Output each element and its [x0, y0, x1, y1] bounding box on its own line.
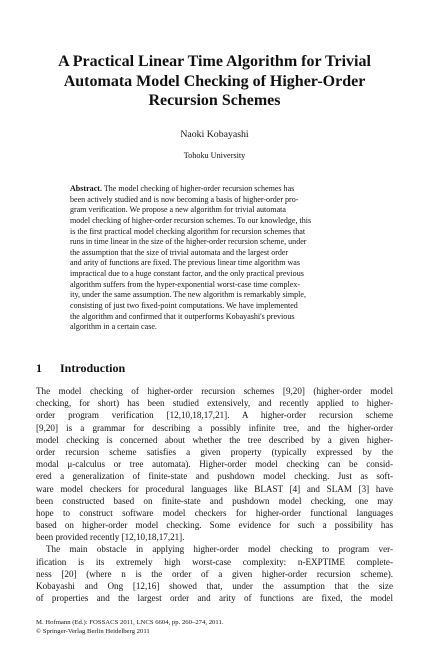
abstract-text: The model checking of higher-order recursion schemes has: [103, 184, 295, 193]
abstract-line: gram verification. We propose a new algorithm for trivial automata: [70, 205, 286, 215]
footer-copyright: © Springer-Verlag Berlin Heidelberg 2011: [36, 627, 150, 635]
abstract-line: algorithm suffers from the hyper-exponential worst-case time complex-: [70, 279, 301, 289]
body-line: [9,20] is a grammar for describing a possibly infinite tree, and the higher-order: [36, 422, 393, 433]
footer-citation: M. Hofmann (Ed.): FOSSACS 2011, LNCS 6604, pp. 260–274, 2011.: [36, 619, 224, 626]
body-line: ware model checkers for procedural languages like BLAST [4] and SLAM [3] have: [36, 483, 393, 494]
abstract-line: algorithm in a certain case.: [70, 322, 157, 332]
abstract-line: consisting of just two fixed-point computations. We have implemented: [70, 301, 298, 311]
body-line: been constructed based on finite-state and pushdown model checking, one may: [36, 495, 393, 506]
page-footer: [36, 619, 224, 636]
section-heading: [36, 361, 125, 375]
abstract-line: the assumption that the size of trivial automata and the largest order: [70, 247, 289, 257]
body-line: ness [20] (where n is the order of a given higher-order recursion scheme).: [36, 568, 393, 579]
abstract-line: ity, under the same assumption. The new algorithm is remarkably simple,: [70, 290, 306, 300]
body-line: modal μ-calculus or tree automata). Higher-order model checking can be consid-: [36, 459, 393, 470]
body-line: ered a generalization of finite-state and pushdown model checking. Just as soft-: [36, 471, 393, 482]
abstract: [70, 184, 359, 333]
body-line: based on higher-order model checking. Some evidence for such a possibility has: [36, 520, 393, 531]
body-line: of properties and the largest order and arity of functions are fixed, the model: [36, 593, 393, 604]
title-line: Automata Model Checking of Higher-Order: [63, 72, 366, 90]
abstract-line: runs in time linear in the size of the higher-order recursion scheme, under: [70, 237, 307, 247]
section-number: 1: [36, 361, 42, 375]
abstract-line: is the first practical model checking algorithm for recursion schemes that: [70, 226, 306, 236]
author-name: Naoki Kobayashi: [180, 129, 249, 140]
body-line: ification is its extremely high worst-case complexity: n-EXPTIME complete-: [36, 556, 393, 567]
body-line: model checking is concerned about whether the tree described by a given higher-: [36, 434, 393, 445]
title-line: A Practical Linear Time Algorithm for Trivial: [58, 53, 371, 70]
body-line: hope to construct software model checkers for higher-order functional languages: [36, 507, 393, 518]
abstract-line: and arity of functions are fixed. The previous linear time algorithm was: [70, 258, 301, 268]
body-line: checking, for short) has been studied extensively, and recently applied to higher-: [36, 398, 393, 409]
title-line: Recursion Schemes: [148, 92, 281, 109]
abstract-line: the algorithm and confirmed that it outperforms Kobayashi's previous: [70, 311, 295, 321]
body-line: The main obstacle in applying higher-order model checking to program ver-: [46, 544, 393, 555]
section-title: Introduction: [60, 361, 126, 375]
abstract-label: Abstract.: [70, 184, 102, 193]
abstract-line: impractical due to a huge constant factor, and the only practical previous: [70, 269, 304, 279]
body-line: been provided recently [12,10,18,17,21].: [36, 532, 185, 543]
paper-title: [36, 52, 393, 111]
body-line: order program verification [12,10,18,17,21]. A higher-order recursion scheme: [36, 410, 393, 421]
abstract-line: been actively studied and is now becoming a basis of higher-order pro-: [70, 194, 299, 204]
abstract-line: model checking of higher-order recursion schemes. To our knowledge, this: [70, 215, 312, 225]
body-line: Kobayashi and Ong [12,16] showed that, under the assumption that the size: [36, 581, 393, 591]
body-line: The model checking of higher-order recursion schemes [9,20] (higher-order model: [36, 386, 393, 396]
body-text: [36, 385, 393, 604]
body-line: order recursion scheme satisfies a given property (typically expressed by the: [36, 446, 393, 457]
author-affiliation: Tohoku University: [183, 151, 246, 160]
abstract-line: [70, 184, 359, 195]
